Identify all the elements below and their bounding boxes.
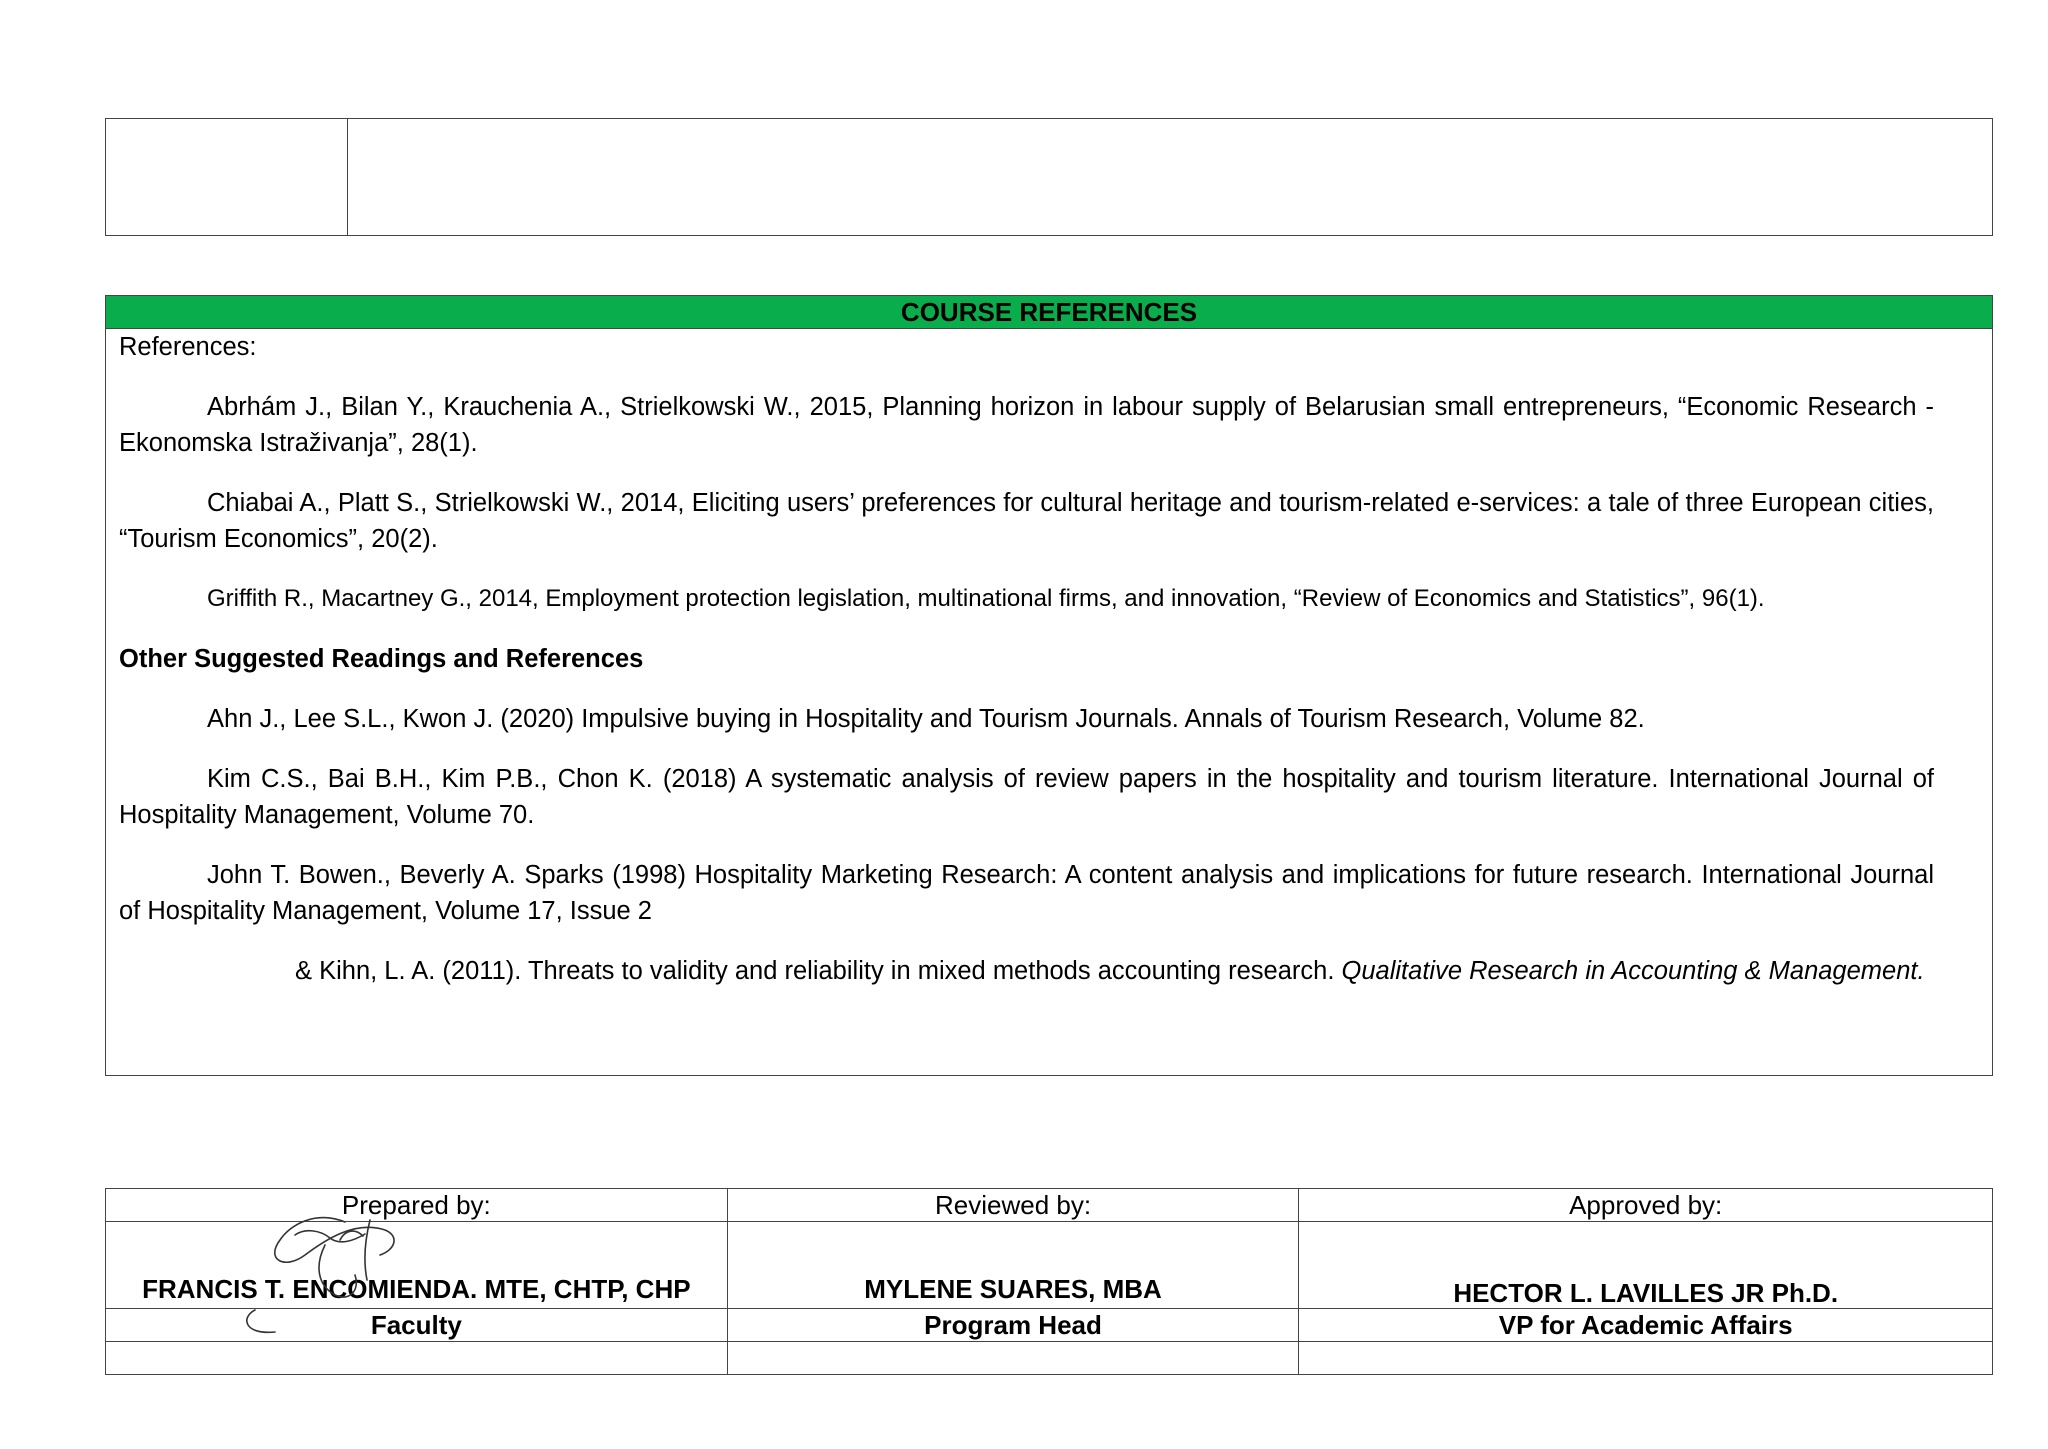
last-reference-text: & Kihn, L. A. (2011). Threats to validity and reliability in mixed methods accounting research.	[295, 957, 1335, 985]
other-reference-item: John T. Bowen., Beverly A. Sparks (1998) Hospitality Marketing Research: A content analysis and implications for future research. International Journal of Hospitality Management, Volume 17, Issue 2	[119, 861, 1934, 925]
last-reference-journal: Qualitative Research in Accounting & Management.	[1341, 957, 1925, 985]
reviewed-by-role: Program Head	[727, 1309, 1299, 1342]
signatories-table	[105, 1188, 1993, 1375]
empty-cell	[106, 1342, 728, 1375]
prepared-by-label: Prepared by:	[106, 1189, 728, 1222]
empty-cell	[1299, 1342, 1993, 1375]
approved-by-role: VP for Academic Affairs	[1299, 1309, 1993, 1342]
other-readings-heading: Other Suggested Readings and References	[119, 645, 644, 673]
prepared-by-name: FRANCIS T. ENCOMIENDA. MTE, CHTP, CHP	[106, 1222, 728, 1309]
reference-item: Chiabai A., Platt S., Strielkowski W., 2014, Eliciting users’ preferences for cultural heritage and tourism-related e-services: a tale of three European cities, “Tourism Economics”, 20(2).	[119, 489, 1934, 553]
approved-by-label: Approved by:	[1299, 1189, 1993, 1222]
reference-item: Griffith R., Macartney G., 2014, Employment protection legislation, multinational firms, and innovation, “Review of Economics and Statistics”, 96(1).	[207, 585, 1765, 612]
reference-item: Abrhám J., Bilan Y., Krauchenia A., Strielkowski W., 2015, Planning horizon in labour supply of Belarusian small entrepreneurs, “Economic Research - Ekonomska Istraživanja”, 28(1).	[119, 393, 1934, 457]
other-reference-item-last	[119, 953, 1934, 989]
reviewed-by-name: MYLENE SUARES, MBA	[727, 1222, 1299, 1309]
prepared-by-role: Faculty	[106, 1309, 728, 1342]
empty-cell	[727, 1342, 1299, 1375]
top-table-right-cell	[348, 119, 1992, 235]
references-label: References:	[119, 333, 257, 361]
reviewed-by-label: Reviewed by:	[727, 1189, 1299, 1222]
course-references-header: COURSE REFERENCES	[106, 296, 1992, 329]
course-references-body	[106, 329, 1992, 989]
approved-by-name: HECTOR L. LAVILLES JR Ph.D.	[1299, 1222, 1993, 1309]
course-references-section	[105, 295, 1993, 1076]
top-empty-table	[105, 118, 1993, 236]
other-reference-item: Kim C.S., Bai B.H., Kim P.B., Chon K. (2018) A systematic analysis of review papers in the hospitality and tourism literature. International Journal of Hospitality Management, Volume 70.	[119, 765, 1934, 829]
other-reference-item: Ahn J., Lee S.L., Kwon J. (2020) Impulsive buying in Hospitality and Tourism Journals. Annals of Tourism Research, Volume 82.	[207, 705, 1645, 733]
top-table-left-cell	[106, 119, 348, 235]
